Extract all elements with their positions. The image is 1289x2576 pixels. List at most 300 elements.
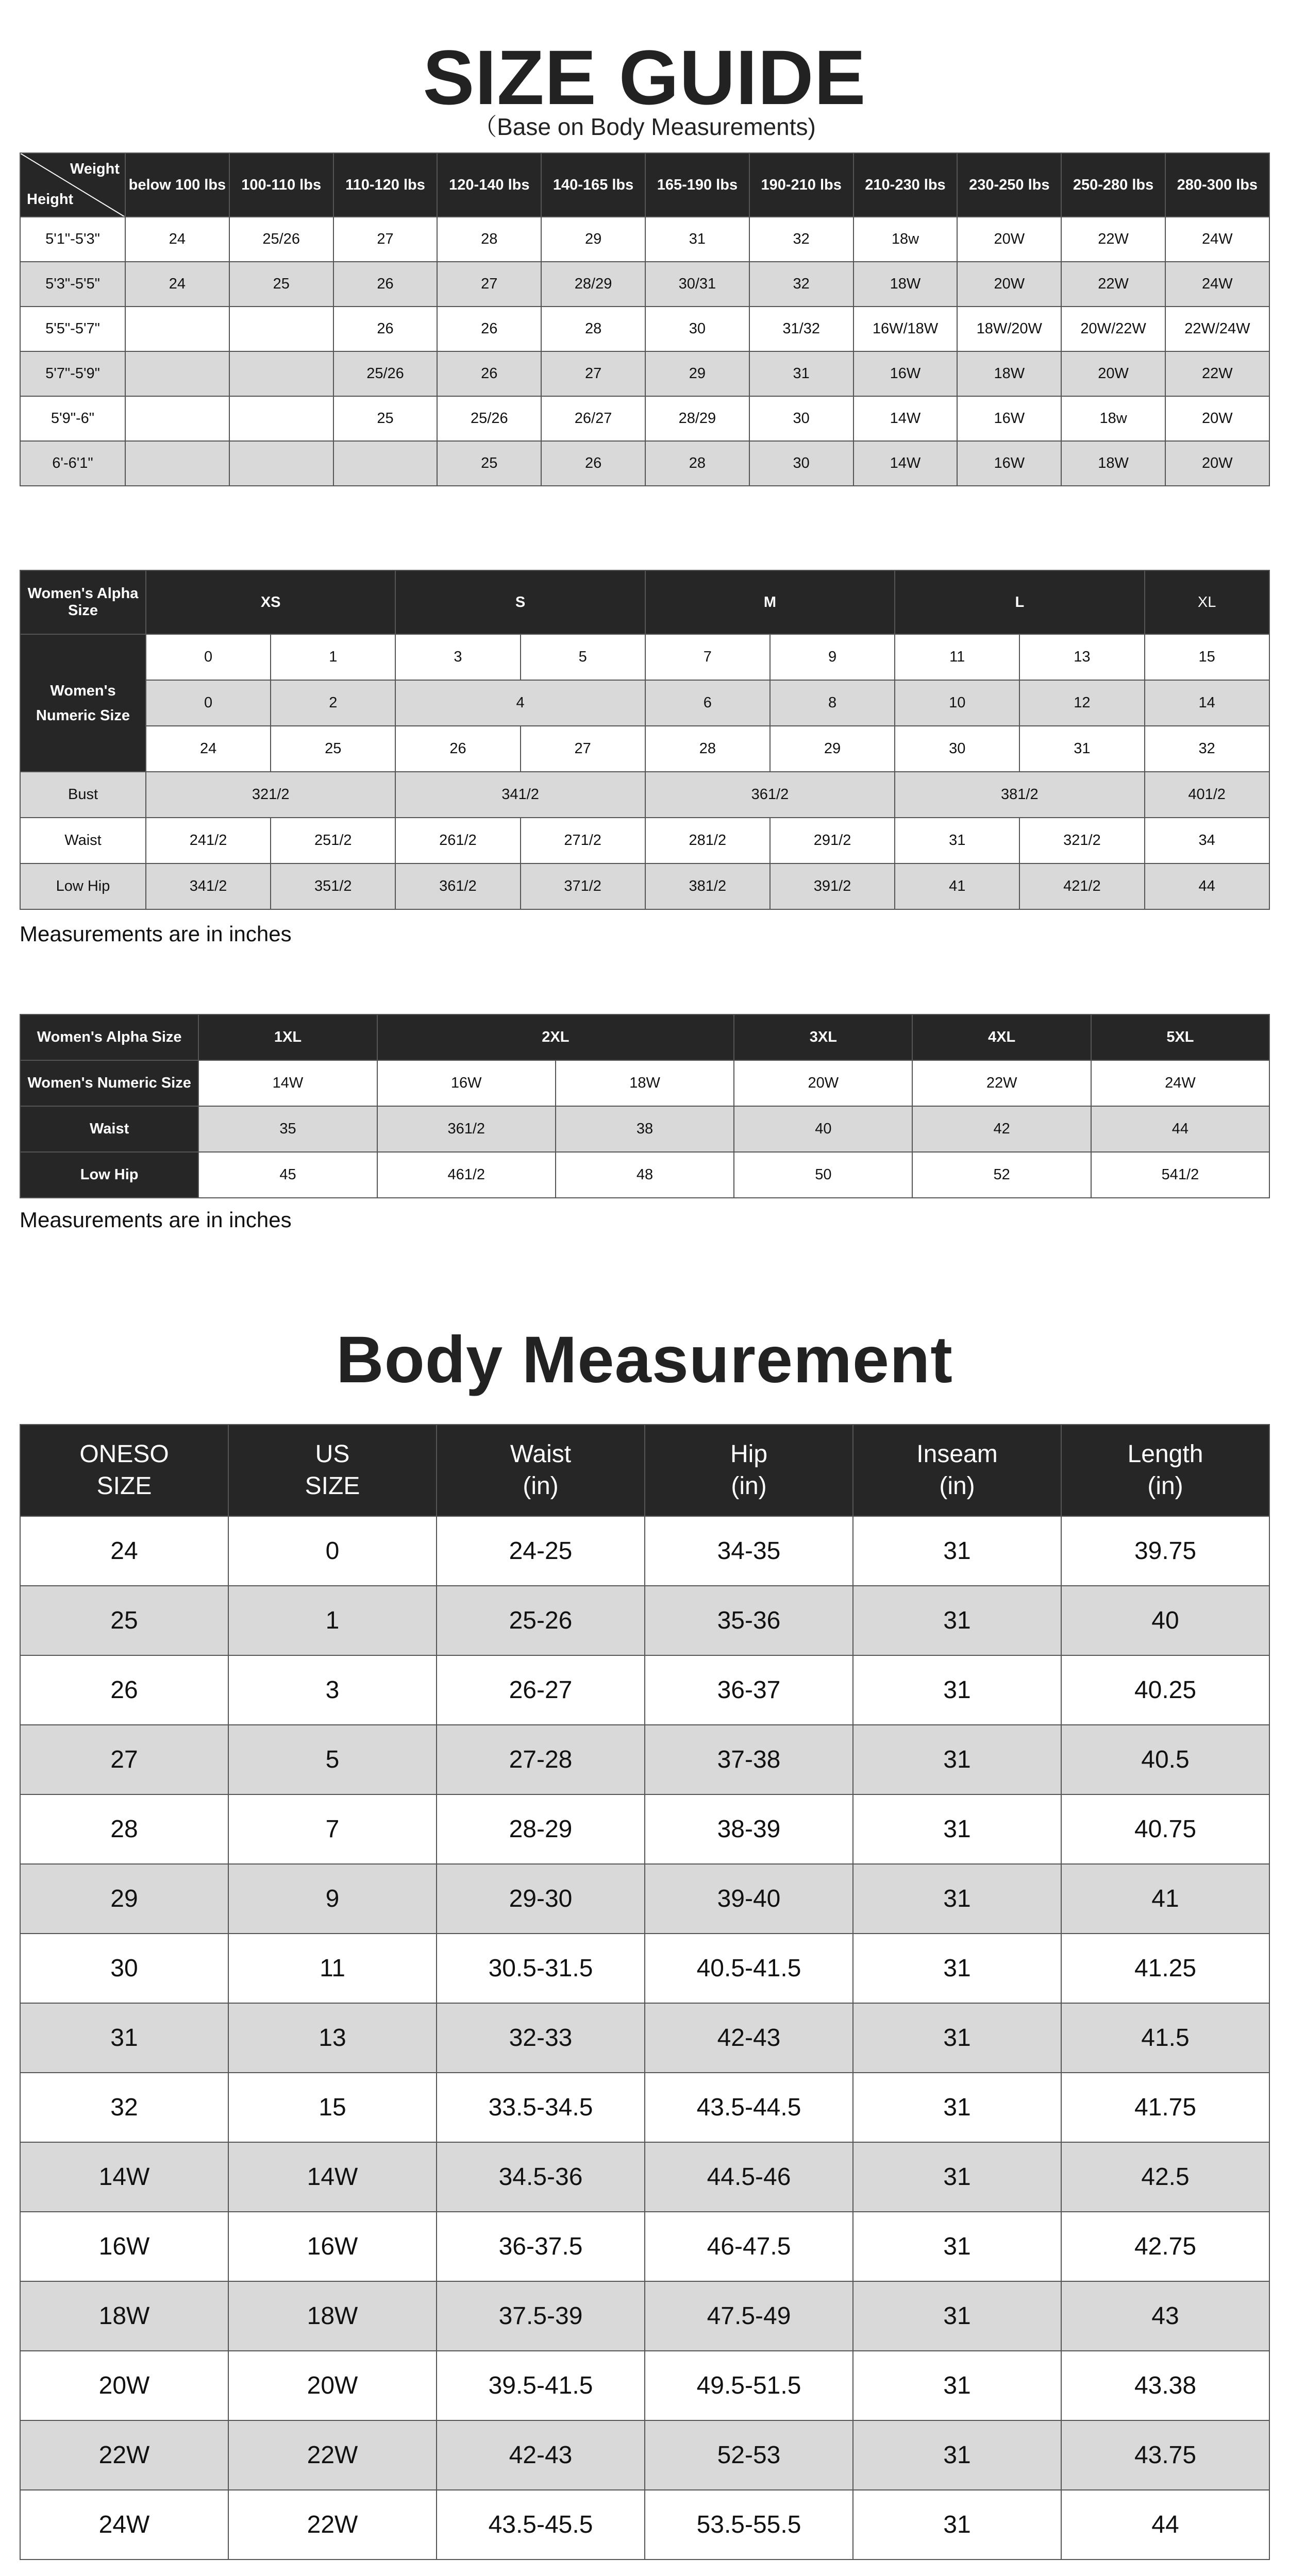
- measurement-cell: 41.5: [1061, 2003, 1269, 2073]
- size-cell: 14W: [853, 441, 958, 486]
- bust-cell: 341/2: [395, 772, 645, 818]
- measurement-cell: 27: [20, 1725, 228, 1794]
- size-cell: 26: [437, 307, 541, 351]
- size-cell: 18W: [1061, 441, 1165, 486]
- header-line: (in): [523, 1472, 559, 1500]
- measurement-cell: 44.5-46: [645, 2142, 853, 2212]
- numeric-size-cell: 6: [645, 680, 770, 726]
- weight-column-header: 100-110 lbs: [229, 153, 333, 217]
- measurement-cell: 22W: [228, 2420, 437, 2490]
- measurement-cell: 31: [853, 2212, 1061, 2281]
- size-cell: 26: [333, 262, 438, 307]
- size-cell: 24: [125, 217, 229, 262]
- plus-alpha-size-3xl: 3XL: [734, 1014, 912, 1060]
- measurement-cell: 43: [1061, 2281, 1269, 2351]
- size-cell: 28/29: [541, 262, 645, 307]
- waist-cell: 291/2: [770, 818, 895, 863]
- numeric-size-cell: 28: [645, 726, 770, 772]
- alpha-size-l: L: [895, 570, 1144, 634]
- numeric-size-cell: 14: [1145, 680, 1269, 726]
- weight-column-header: 120-140 lbs: [437, 153, 541, 217]
- plus-numeric-size-cell: 14W: [198, 1060, 377, 1106]
- table-row: [20, 307, 1269, 351]
- size-cell: 30: [749, 441, 853, 486]
- bust-row: [20, 772, 1269, 818]
- table-row: [20, 2073, 1269, 2142]
- plus-alpha-size-label: Women's Alpha Size: [20, 1014, 198, 1060]
- measurement-cell: 25: [20, 1586, 228, 1655]
- plus-numeric-size-cell: 22W: [912, 1060, 1091, 1106]
- waist-cell: 241/2: [146, 818, 271, 863]
- alpha-size-m: M: [645, 570, 895, 634]
- size-cell: 28: [645, 441, 749, 486]
- size-cell: 18W: [957, 351, 1061, 396]
- measurement-cell: 14W: [20, 2142, 228, 2212]
- low-hip-cell: 361/2: [395, 863, 520, 909]
- size-cell: 28: [437, 217, 541, 262]
- measurement-cell: 3: [228, 1655, 437, 1725]
- size-cell: 27: [541, 351, 645, 396]
- header-oneso-size: [20, 1425, 228, 1516]
- measurement-cell: 46-47.5: [645, 2212, 853, 2281]
- height-range-cell: 5'9"-6": [20, 396, 125, 441]
- measurement-cell: 1: [228, 1586, 437, 1655]
- measurement-cell: 31: [853, 2003, 1061, 2073]
- weight-column-header: below 100 lbs: [125, 153, 229, 217]
- page-subtitle: （Base on Body Measurements): [473, 113, 816, 140]
- waist-cell: 271/2: [521, 818, 645, 863]
- waist-cell: 321/2: [1019, 818, 1144, 863]
- measurement-cell: 31: [853, 2490, 1061, 2560]
- measurement-cell: 31: [853, 1586, 1061, 1655]
- measurement-cell: 36-37: [645, 1655, 853, 1725]
- numeric-size-cell: 4: [395, 680, 645, 726]
- size-cell: 27: [437, 262, 541, 307]
- size-cell: [229, 396, 333, 441]
- measurement-cell: 42.75: [1061, 2212, 1269, 2281]
- size-cell: 25: [229, 262, 333, 307]
- weight-column-header: 230-250 lbs: [957, 153, 1061, 217]
- table-row: [20, 2281, 1269, 2351]
- weight-column-header: 210-230 lbs: [853, 153, 958, 217]
- low-hip-cell: 391/2: [770, 863, 895, 909]
- size-cell: 18w: [1061, 396, 1165, 441]
- measurements-note: Measurements are in inches: [20, 922, 292, 946]
- header-line: SIZE: [305, 1472, 360, 1500]
- size-cell: 25/26: [437, 396, 541, 441]
- measurement-cell: 39-40: [645, 1864, 853, 1934]
- waist-label: Waist: [20, 818, 146, 863]
- size-cell: 24W: [1165, 217, 1269, 262]
- numeric-size-label: Women's Numeric Size: [20, 634, 146, 772]
- table-row: [20, 1864, 1269, 1934]
- numeric-size-cell: 25: [271, 726, 395, 772]
- table-row: [20, 262, 1269, 307]
- table-row: [20, 2212, 1269, 2281]
- measurement-cell: 35-36: [645, 1586, 853, 1655]
- measurement-cell: 18W: [20, 2281, 228, 2351]
- size-cell: [333, 441, 438, 486]
- plus-low-hip-label: Low Hip: [20, 1152, 198, 1198]
- numeric-size-cell: 3: [395, 634, 520, 680]
- weight-column-header: 280-300 lbs: [1165, 153, 1269, 217]
- plus-waist-cell: 44: [1091, 1106, 1269, 1152]
- size-cell: 30: [749, 396, 853, 441]
- height-range-cell: 5'3"-5'5": [20, 262, 125, 307]
- header-length: [1061, 1425, 1269, 1516]
- measurement-cell: 43.38: [1061, 2351, 1269, 2420]
- numeric-size-cell: 29: [770, 726, 895, 772]
- numeric-size-cell: 24: [146, 726, 271, 772]
- low-hip-cell: 371/2: [521, 863, 645, 909]
- measurement-cell: 24: [20, 1516, 228, 1586]
- header-line: US: [315, 1440, 350, 1468]
- table-row: [20, 1516, 1269, 1586]
- plus-low-hip-cell: 50: [734, 1152, 912, 1198]
- plus-numeric-size-cell: 18W: [556, 1060, 734, 1106]
- height-range-cell: 5'1"-5'3": [20, 217, 125, 262]
- measurement-cell: 43.5-45.5: [437, 2490, 645, 2560]
- numeric-size-cell: 8: [770, 680, 895, 726]
- low-hip-row: [20, 863, 1269, 909]
- measurement-cell: 52-53: [645, 2420, 853, 2490]
- table-row: [20, 1794, 1269, 1864]
- size-cell: 16W: [957, 396, 1061, 441]
- weight-height-corner-cell: [20, 153, 125, 217]
- measurement-cell: 41.75: [1061, 2073, 1269, 2142]
- height-range-cell: 5'7"-5'9": [20, 351, 125, 396]
- numeric-size-cell: 26: [395, 726, 520, 772]
- measurement-cell: 16W: [228, 2212, 437, 2281]
- measurement-cell: 42-43: [437, 2420, 645, 2490]
- measurement-cell: 27-28: [437, 1725, 645, 1794]
- size-cell: 16W/18W: [853, 307, 958, 351]
- size-cell: 25: [333, 396, 438, 441]
- measurement-cell: 47.5-49: [645, 2281, 853, 2351]
- alpha-size-xl: XL: [1145, 570, 1269, 634]
- measurement-cell: 40.75: [1061, 1794, 1269, 1864]
- table-row: [20, 2142, 1269, 2212]
- measurement-cell: 31: [20, 2003, 228, 2073]
- table-row: [20, 2351, 1269, 2420]
- measurement-cell: 24-25: [437, 1516, 645, 1586]
- size-cell: 24W: [1165, 262, 1269, 307]
- measurement-cell: 31: [853, 1794, 1061, 1864]
- size-cell: 28: [541, 307, 645, 351]
- size-cell: 18W/20W: [957, 307, 1061, 351]
- measurement-cell: 18W: [228, 2281, 437, 2351]
- measurement-cell: 13: [228, 2003, 437, 2073]
- header-line: Hip: [730, 1440, 768, 1468]
- table-row: [20, 1655, 1269, 1725]
- measurement-cell: 31: [853, 2073, 1061, 2142]
- measurement-cell: 32-33: [437, 2003, 645, 2073]
- numeric-size-cell: 15: [1145, 634, 1269, 680]
- size-cell: 20W: [957, 217, 1061, 262]
- measurement-cell: 26-27: [437, 1655, 645, 1725]
- measurement-cell: 42-43: [645, 2003, 853, 2073]
- waist-cell: 251/2: [271, 818, 395, 863]
- size-cell: [125, 396, 229, 441]
- table-row: [20, 441, 1269, 486]
- numeric-size-cell: 12: [1019, 680, 1144, 726]
- measurement-cell: 30.5-31.5: [437, 1934, 645, 2003]
- plus-alpha-size-5xl: 5XL: [1091, 1014, 1269, 1060]
- size-cell: 22W/24W: [1165, 307, 1269, 351]
- size-cell: [125, 441, 229, 486]
- corner-height-label: Height: [27, 191, 74, 208]
- size-cell: 27: [333, 217, 438, 262]
- measurement-cell: 14W: [228, 2142, 437, 2212]
- header-waist: [437, 1425, 645, 1516]
- waist-row: [20, 818, 1269, 863]
- low-hip-cell: 44: [1145, 863, 1269, 909]
- size-cell: 30/31: [645, 262, 749, 307]
- measurement-cell: 43.5-44.5: [645, 2073, 853, 2142]
- corner-weight-label: Weight: [70, 161, 120, 177]
- measurement-cell: 36-37.5: [437, 2212, 645, 2281]
- plus-low-hip-cell: 52: [912, 1152, 1091, 1198]
- table-row: [20, 1725, 1269, 1794]
- size-cell: [125, 307, 229, 351]
- waist-cell: 34: [1145, 818, 1269, 863]
- size-cell: 20W/22W: [1061, 307, 1165, 351]
- measurement-cell: 31: [853, 2142, 1061, 2212]
- measurement-cell: 41.25: [1061, 1934, 1269, 2003]
- table-row: [20, 1586, 1269, 1655]
- table-row: [20, 396, 1269, 441]
- size-cell: 31: [645, 217, 749, 262]
- alpha-size-label: Women's Alpha Size: [20, 570, 146, 634]
- bust-cell: 381/2: [895, 772, 1144, 818]
- measurement-cell: 38-39: [645, 1794, 853, 1864]
- numeric-size-cell: 0: [146, 634, 271, 680]
- measurement-cell: 31: [853, 1864, 1061, 1934]
- weight-column-header: 140-165 lbs: [541, 153, 645, 217]
- weight-header-row: [20, 153, 1269, 217]
- plus-waist-row: [20, 1106, 1269, 1152]
- measurement-cell: 37.5-39: [437, 2281, 645, 2351]
- measurement-cell: 39.5-41.5: [437, 2351, 645, 2420]
- measurement-cell: 20W: [20, 2351, 228, 2420]
- weight-height-size-table: [20, 152, 1270, 486]
- measurement-cell: 31: [853, 1655, 1061, 1725]
- plus-waist-label: Waist: [20, 1106, 198, 1152]
- numeric-size-row-2: [20, 680, 1269, 726]
- measurement-cell: 31: [853, 1725, 1061, 1794]
- measurement-cell: 34.5-36: [437, 2142, 645, 2212]
- table-row: [20, 2490, 1269, 2560]
- plus-low-hip-cell: 45: [198, 1152, 377, 1198]
- measurement-cell: 9: [228, 1864, 437, 1934]
- measurement-cell: 42.5: [1061, 2142, 1269, 2212]
- header-line: (in): [1147, 1472, 1183, 1500]
- page-title: SIZE GUIDE: [423, 34, 866, 121]
- measurement-cell: 15: [228, 2073, 437, 2142]
- header-hip: [645, 1425, 853, 1516]
- numeric-size-cell: 13: [1019, 634, 1144, 680]
- numeric-size-cell: 27: [521, 726, 645, 772]
- measurement-cell: 44: [1061, 2490, 1269, 2560]
- plus-numeric-size-cell: 16W: [377, 1060, 556, 1106]
- body-measurement-title: Body Measurement: [336, 1323, 953, 1397]
- measurement-cell: 24W: [20, 2490, 228, 2560]
- size-cell: 24: [125, 262, 229, 307]
- waist-cell: 281/2: [645, 818, 770, 863]
- numeric-size-cell: 5: [521, 634, 645, 680]
- measurement-cell: 34-35: [645, 1516, 853, 1586]
- table-row: [20, 1934, 1269, 2003]
- plus-waist-cell: 361/2: [377, 1106, 556, 1152]
- plus-waist-cell: 42: [912, 1106, 1091, 1152]
- measurement-cell: 29-30: [437, 1864, 645, 1934]
- plus-alpha-size-4xl: 4XL: [912, 1014, 1091, 1060]
- size-cell: 20W: [957, 262, 1061, 307]
- plus-low-hip-cell: 461/2: [377, 1152, 556, 1198]
- waist-cell: 31: [895, 818, 1019, 863]
- measurement-cell: 22W: [228, 2490, 437, 2560]
- size-cell: 25: [437, 441, 541, 486]
- height-range-cell: 5'5"-5'7": [20, 307, 125, 351]
- numeric-size-cell: 31: [1019, 726, 1144, 772]
- size-cell: 26/27: [541, 396, 645, 441]
- low-hip-cell: 381/2: [645, 863, 770, 909]
- measurement-cell: 31: [853, 2420, 1061, 2490]
- numeric-size-cell: 7: [645, 634, 770, 680]
- plus-numeric-size-label: Women's Numeric Size: [20, 1060, 198, 1106]
- numeric-size-row-3: [20, 726, 1269, 772]
- size-cell: 31/32: [749, 307, 853, 351]
- alpha-size-xs: XS: [146, 570, 395, 634]
- weight-column-header: 110-120 lbs: [333, 153, 438, 217]
- header-line: Length: [1127, 1440, 1203, 1468]
- measurement-cell: 11: [228, 1934, 437, 2003]
- low-hip-cell: 41: [895, 863, 1019, 909]
- low-hip-cell: 351/2: [271, 863, 395, 909]
- size-cell: 14W: [853, 396, 958, 441]
- size-cell: 25/26: [229, 217, 333, 262]
- header-line: Waist: [510, 1440, 572, 1468]
- measurement-cell: 53.5-55.5: [645, 2490, 853, 2560]
- measurement-cell: 31: [853, 1516, 1061, 1586]
- body-measurement-header-row: [20, 1425, 1269, 1516]
- numeric-size-cell: 32: [1145, 726, 1269, 772]
- low-hip-cell: 341/2: [146, 863, 271, 909]
- measurement-cell: 40: [1061, 1586, 1269, 1655]
- header-line: Inseam: [916, 1440, 998, 1468]
- numeric-size-cell: 2: [271, 680, 395, 726]
- size-cell: 32: [749, 262, 853, 307]
- plus-waist-cell: 35: [198, 1106, 377, 1152]
- measurement-cell: 20W: [228, 2351, 437, 2420]
- size-cell: 29: [541, 217, 645, 262]
- size-cell: [229, 441, 333, 486]
- size-cell: [229, 307, 333, 351]
- plus-low-hip-cell: 48: [556, 1152, 734, 1198]
- size-cell: 20W: [1165, 396, 1269, 441]
- weight-column-header: 165-190 lbs: [645, 153, 749, 217]
- weight-column-header: 250-280 lbs: [1061, 153, 1165, 217]
- plus-alpha-size-1xl: 1XL: [198, 1014, 377, 1060]
- measurement-cell: 31: [853, 1934, 1061, 2003]
- measurement-cell: 30: [20, 1934, 228, 2003]
- plus-low-hip-cell: 541/2: [1091, 1152, 1269, 1198]
- table-row: [20, 217, 1269, 262]
- womens-plus-size-table: [20, 1014, 1270, 1198]
- table-row: [20, 2420, 1269, 2490]
- header-line: (in): [939, 1472, 975, 1500]
- size-cell: 31: [749, 351, 853, 396]
- size-cell: 28/29: [645, 396, 749, 441]
- size-cell: 18W: [853, 262, 958, 307]
- low-hip-cell: 421/2: [1019, 863, 1144, 909]
- size-cell: 29: [645, 351, 749, 396]
- header-line: SIZE: [96, 1472, 152, 1500]
- size-cell: [229, 351, 333, 396]
- low-hip-label: Low Hip: [20, 863, 146, 909]
- measurement-cell: 31: [853, 2351, 1061, 2420]
- measurement-cell: 37-38: [645, 1725, 853, 1794]
- plus-numeric-size-cell: 24W: [1091, 1060, 1269, 1106]
- measurement-cell: 25-26: [437, 1586, 645, 1655]
- table-row: [20, 2003, 1269, 2073]
- measurement-cell: 40.5: [1061, 1725, 1269, 1794]
- measurement-cell: 39.75: [1061, 1516, 1269, 1586]
- measurement-cell: 29: [20, 1864, 228, 1934]
- measurement-cell: 7: [228, 1794, 437, 1864]
- size-cell: 20W: [1061, 351, 1165, 396]
- bust-cell: 361/2: [645, 772, 895, 818]
- header-line: (in): [731, 1472, 767, 1500]
- measurement-cell: 0: [228, 1516, 437, 1586]
- measurement-cell: 28: [20, 1794, 228, 1864]
- measurement-cell: 33.5-34.5: [437, 2073, 645, 2142]
- measurement-cell: 16W: [20, 2212, 228, 2281]
- size-cell: 16W: [957, 441, 1061, 486]
- measurements-note-plus: Measurements are in inches: [20, 1208, 292, 1232]
- size-cell: 22W: [1061, 217, 1165, 262]
- header-inseam: [853, 1425, 1061, 1516]
- size-cell: 26: [541, 441, 645, 486]
- measurement-cell: 5: [228, 1725, 437, 1794]
- table-row: [20, 351, 1269, 396]
- header-line: ONESO: [79, 1440, 169, 1468]
- numeric-size-row-1: [20, 634, 1269, 680]
- plus-alpha-size-2xl: 2XL: [377, 1014, 734, 1060]
- plus-waist-cell: 38: [556, 1106, 734, 1152]
- size-cell: 25/26: [333, 351, 438, 396]
- size-cell: 20W: [1165, 441, 1269, 486]
- measurement-cell: 22W: [20, 2420, 228, 2490]
- plus-low-hip-row: [20, 1152, 1269, 1198]
- bust-cell: 401/2: [1145, 772, 1269, 818]
- plus-waist-cell: 40: [734, 1106, 912, 1152]
- header-us-size: [228, 1425, 437, 1516]
- alpha-size-s: S: [395, 570, 645, 634]
- measurement-cell: 41: [1061, 1864, 1269, 1934]
- numeric-size-cell: 10: [895, 680, 1019, 726]
- size-cell: 22W: [1061, 262, 1165, 307]
- size-cell: 32: [749, 217, 853, 262]
- womens-alpha-size-table: [20, 570, 1270, 910]
- measurement-cell: 49.5-51.5: [645, 2351, 853, 2420]
- plus-numeric-size-cell: 20W: [734, 1060, 912, 1106]
- measurement-cell: 40.25: [1061, 1655, 1269, 1725]
- plus-numeric-size-row: [20, 1060, 1269, 1106]
- bust-cell: 321/2: [146, 772, 395, 818]
- size-cell: [125, 351, 229, 396]
- measurement-cell: 26: [20, 1655, 228, 1725]
